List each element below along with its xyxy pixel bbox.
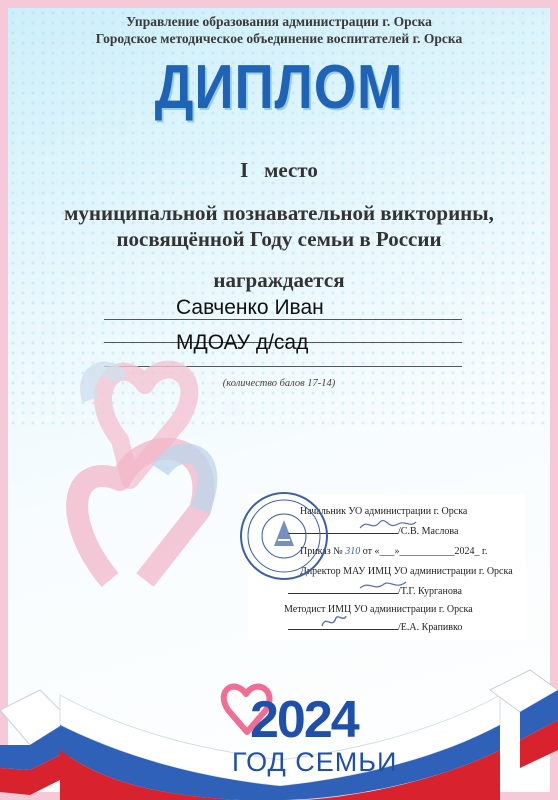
sig-row-5: /Т.Г. Курганова (398, 586, 462, 597)
order-label: Приказ № (300, 546, 343, 557)
logo-caption: ГОД СЕМЬИ (232, 747, 398, 777)
event-line-2: посвящённой Году семьи в России (116, 227, 442, 251)
signature-scribble-2 (358, 578, 408, 594)
diploma-title: ДИПЛОМ (154, 53, 404, 122)
recipient-name: Савченко Иван (176, 296, 324, 319)
order-number: 310 (345, 546, 361, 557)
recipient-org: МДОАУ д/сад (176, 331, 309, 354)
sig-row-4: Директор МАУ ИМЦ УО администрации г. Орска (300, 566, 513, 577)
header-line-2: Городское методическое объединение воспитателей г. Орска (95, 31, 463, 46)
sig-row-1: Начальник УО администрации г. Орска (300, 506, 468, 517)
awarded-label: награждается (213, 268, 345, 292)
order-date: от «___»___________2024_ г. (362, 546, 488, 557)
sig-row-7: /Е.А. Крапивко (398, 622, 463, 633)
sig-row-6: Методист ИМЦ УО администрации г. Орска (284, 604, 473, 615)
signature-scribble-3 (318, 612, 348, 632)
signature-scribble-1 (358, 516, 418, 534)
event-line-1: муниципальной познавательной викторины, (64, 201, 494, 225)
sig-row-2: /С.В. Маслова (398, 526, 459, 537)
hearts-decoration (50, 330, 240, 610)
place-text: I место (240, 158, 318, 182)
official-seal (238, 490, 330, 582)
logo-year: 2024 (250, 691, 358, 749)
score-note: (количество балов 17-14) (222, 378, 336, 389)
header-line-1: Управление образования администрации г. Орска (126, 14, 432, 29)
